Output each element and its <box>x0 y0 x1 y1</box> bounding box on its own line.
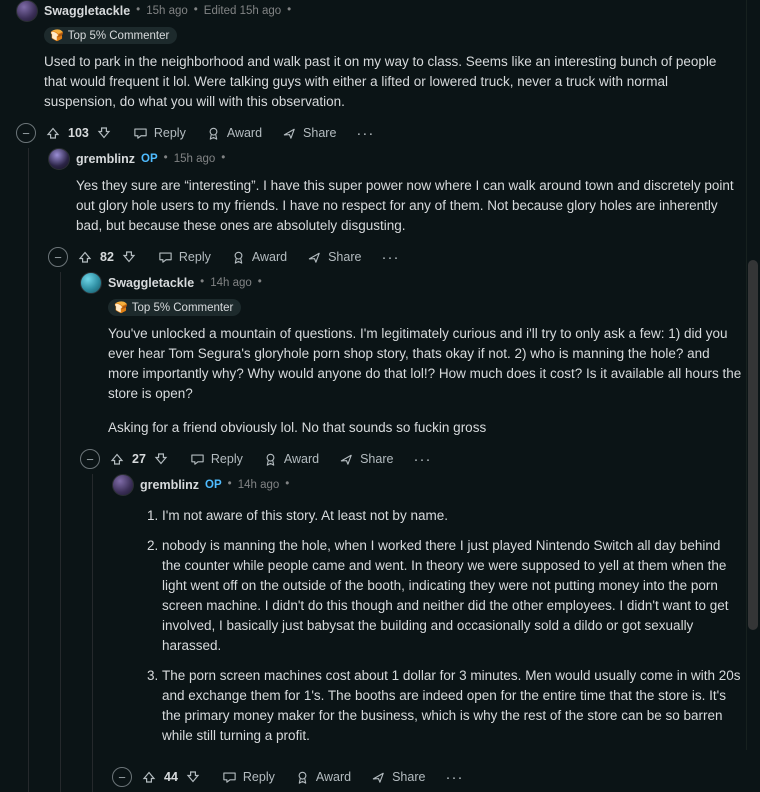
comment-actions <box>80 444 742 474</box>
upvote-icon[interactable] <box>142 770 156 784</box>
scrollbar-thumb[interactable] <box>748 260 758 630</box>
separator-dot: • <box>163 152 168 165</box>
list-item: 3. The porn screen machines cost about 1 dollar for 3 minutes. Men would usually come in with 20s and exchange them for 1's. The booths are indeed open for the entire time that the store is. It's the primary money maker for the business, which is why the rest of the store can be so barren while still turning a profit. <box>162 666 742 746</box>
comment-header <box>80 272 742 294</box>
upvote-icon[interactable] <box>78 250 92 264</box>
avatar[interactable] <box>48 148 70 170</box>
avatar[interactable] <box>112 474 134 496</box>
comment-timestamp: 15h ago <box>173 153 216 165</box>
share-label: Share <box>328 250 362 264</box>
downvote-icon[interactable] <box>154 452 168 466</box>
comment-root <box>8 0 742 792</box>
comment-actions <box>48 242 742 272</box>
collapse-thread-button[interactable]: − <box>80 449 100 469</box>
comment-paragraph: Yes they sure are “interesting”. I have this super power now where I can walk around town and discretely point out glory hole users to my friends. I have no respect for any of them. Not because glory holes are inherently bad, but because these ones are absolutely disgusting. <box>76 178 734 233</box>
award-icon <box>231 250 246 265</box>
comment-header <box>112 474 742 496</box>
more-options-button[interactable]: ··· <box>356 124 375 142</box>
share-label: Share <box>360 452 394 466</box>
vote-group <box>142 770 200 784</box>
upvote-icon[interactable] <box>110 452 124 466</box>
share-button[interactable] <box>299 246 369 269</box>
separator-dot: • <box>136 4 141 17</box>
collapse-thread-button[interactable]: − <box>48 247 68 267</box>
comment-reply <box>80 272 742 792</box>
reply-label: Reply <box>178 250 211 264</box>
award-label: Award <box>283 452 320 466</box>
award-icon <box>295 770 310 785</box>
comment-bubble-icon <box>222 770 237 785</box>
comment-actions <box>112 762 742 792</box>
collapse-thread-button[interactable]: − <box>16 123 36 143</box>
downvote-icon[interactable] <box>97 126 111 140</box>
vote-group <box>110 452 168 466</box>
comment-header <box>16 0 742 22</box>
comment-paragraph: You've unlocked a mountain of questions. I'm legitimately curious and i'll try to only ask a few: 1) did you ever hear Tom Segura's gloryhole porn shop story, thats okay if not. 2) who is manning the hole? and more importantly why? Why would anyone do that lol!? How much does it cost? Is it available all hours the store is open? <box>108 326 742 401</box>
comment-replies <box>60 272 742 792</box>
award-button[interactable] <box>223 246 295 269</box>
share-icon <box>371 770 386 785</box>
comment-reply <box>48 148 742 792</box>
reply-button[interactable] <box>125 122 194 145</box>
comment-bubble-icon <box>190 452 205 467</box>
reply-button[interactable] <box>150 246 219 269</box>
comment-bubble-icon <box>133 126 148 141</box>
share-icon <box>339 452 354 467</box>
comment-header <box>48 148 742 170</box>
reply-label: Reply <box>210 452 243 466</box>
comment-timestamp: 15h ago <box>146 5 188 17</box>
comment-author[interactable]: Swaggletackle <box>44 4 131 18</box>
more-options-button[interactable]: ··· <box>381 248 400 266</box>
avatar[interactable] <box>16 0 38 22</box>
vote-group <box>78 250 136 264</box>
user-flair-badge <box>108 299 241 316</box>
separator-dot: • <box>287 4 292 17</box>
comment-body <box>140 496 742 760</box>
ordered-list <box>140 506 742 746</box>
share-button[interactable] <box>363 766 433 789</box>
comment-timestamp: 14h ago <box>210 277 252 289</box>
vote-score: 103 <box>68 126 89 140</box>
comment-author[interactable]: gremblinz <box>76 152 136 166</box>
comment-timestamp: 14h ago <box>237 479 280 491</box>
award-label: Award <box>315 770 352 784</box>
comment-paragraph: Asking for a friend obviously lol. No that sounds so fuckin gross <box>108 420 487 435</box>
award-button[interactable] <box>255 448 327 471</box>
award-icon <box>206 126 221 141</box>
bread-icon: 🍞 <box>114 302 128 314</box>
page-scrollbar[interactable] <box>746 0 760 750</box>
downvote-icon[interactable] <box>186 770 200 784</box>
comment-bubble-icon <box>158 250 173 265</box>
user-flair-badge <box>44 27 177 44</box>
comment-reply <box>112 474 742 792</box>
award-button[interactable] <box>287 766 359 789</box>
comment-body <box>108 318 742 442</box>
share-button[interactable] <box>274 122 344 145</box>
separator-dot: • <box>221 152 226 165</box>
share-button[interactable] <box>331 448 401 471</box>
user-flair-label: Top 5% Commenter <box>67 29 170 42</box>
comment-author[interactable]: gremblinz <box>140 478 200 492</box>
op-badge: OP <box>141 153 158 165</box>
vote-group <box>46 126 111 140</box>
separator-dot: • <box>285 478 290 491</box>
list-item: 2. nobody is manning the hole, when I worked there I just played Nintendo Switch all day behind the counter while people came and went. In theory we were supposed to yell at them when the light went off on the outside of the booth, indicating they were not putting money into the porn screen machine. I didn't do this though and neither did the other employees. I didn't want to get involved, I basically just babysat the building and occasionally sold a dildo or got sexually harassed. <box>162 536 742 656</box>
vote-score: 82 <box>100 250 114 264</box>
share-label: Share <box>392 770 426 784</box>
vote-score: 27 <box>132 452 146 466</box>
downvote-icon[interactable] <box>122 250 136 264</box>
reply-label: Reply <box>242 770 275 784</box>
share-label: Share <box>303 126 337 140</box>
award-label: Award <box>251 250 288 264</box>
comment-body <box>44 46 742 116</box>
reply-button[interactable] <box>182 448 251 471</box>
comment-replies <box>92 474 742 792</box>
separator-dot: • <box>193 4 198 17</box>
comment-paragraph: Used to park in the neighborhood and walk past it on my way to class. Seems like an interesting bunch of people that would frequent it lol. Were talking guys with either a lifted or lowered truck, never a truck with normal suspension, do what you will with this observation. <box>44 54 717 109</box>
share-icon <box>282 126 297 141</box>
more-options-button[interactable]: ··· <box>445 768 464 786</box>
op-badge: OP <box>205 479 222 491</box>
comment-author[interactable]: Swaggletackle <box>108 276 195 290</box>
reply-button[interactable] <box>214 766 283 789</box>
comment-body <box>76 170 742 240</box>
award-label: Award <box>226 126 263 140</box>
comment-edited: Edited 15h ago <box>203 5 282 17</box>
upvote-icon[interactable] <box>46 126 60 140</box>
award-button[interactable] <box>198 122 270 145</box>
more-options-button[interactable]: ··· <box>413 450 432 468</box>
vote-score: 44 <box>164 770 178 784</box>
list-item: 1. I'm not aware of this story. At least not by name. <box>162 506 742 526</box>
comment-actions <box>16 118 742 148</box>
user-flair-label: Top 5% Commenter <box>131 301 234 314</box>
separator-dot: • <box>200 276 205 289</box>
share-icon <box>307 250 322 265</box>
avatar[interactable] <box>80 272 102 294</box>
award-icon <box>263 452 278 467</box>
comment-replies <box>28 148 742 792</box>
separator-dot: • <box>227 478 232 491</box>
reply-label: Reply <box>153 126 186 140</box>
bread-icon: 🍞 <box>50 30 64 42</box>
separator-dot: • <box>257 276 262 289</box>
collapse-thread-button[interactable]: − <box>112 767 132 787</box>
